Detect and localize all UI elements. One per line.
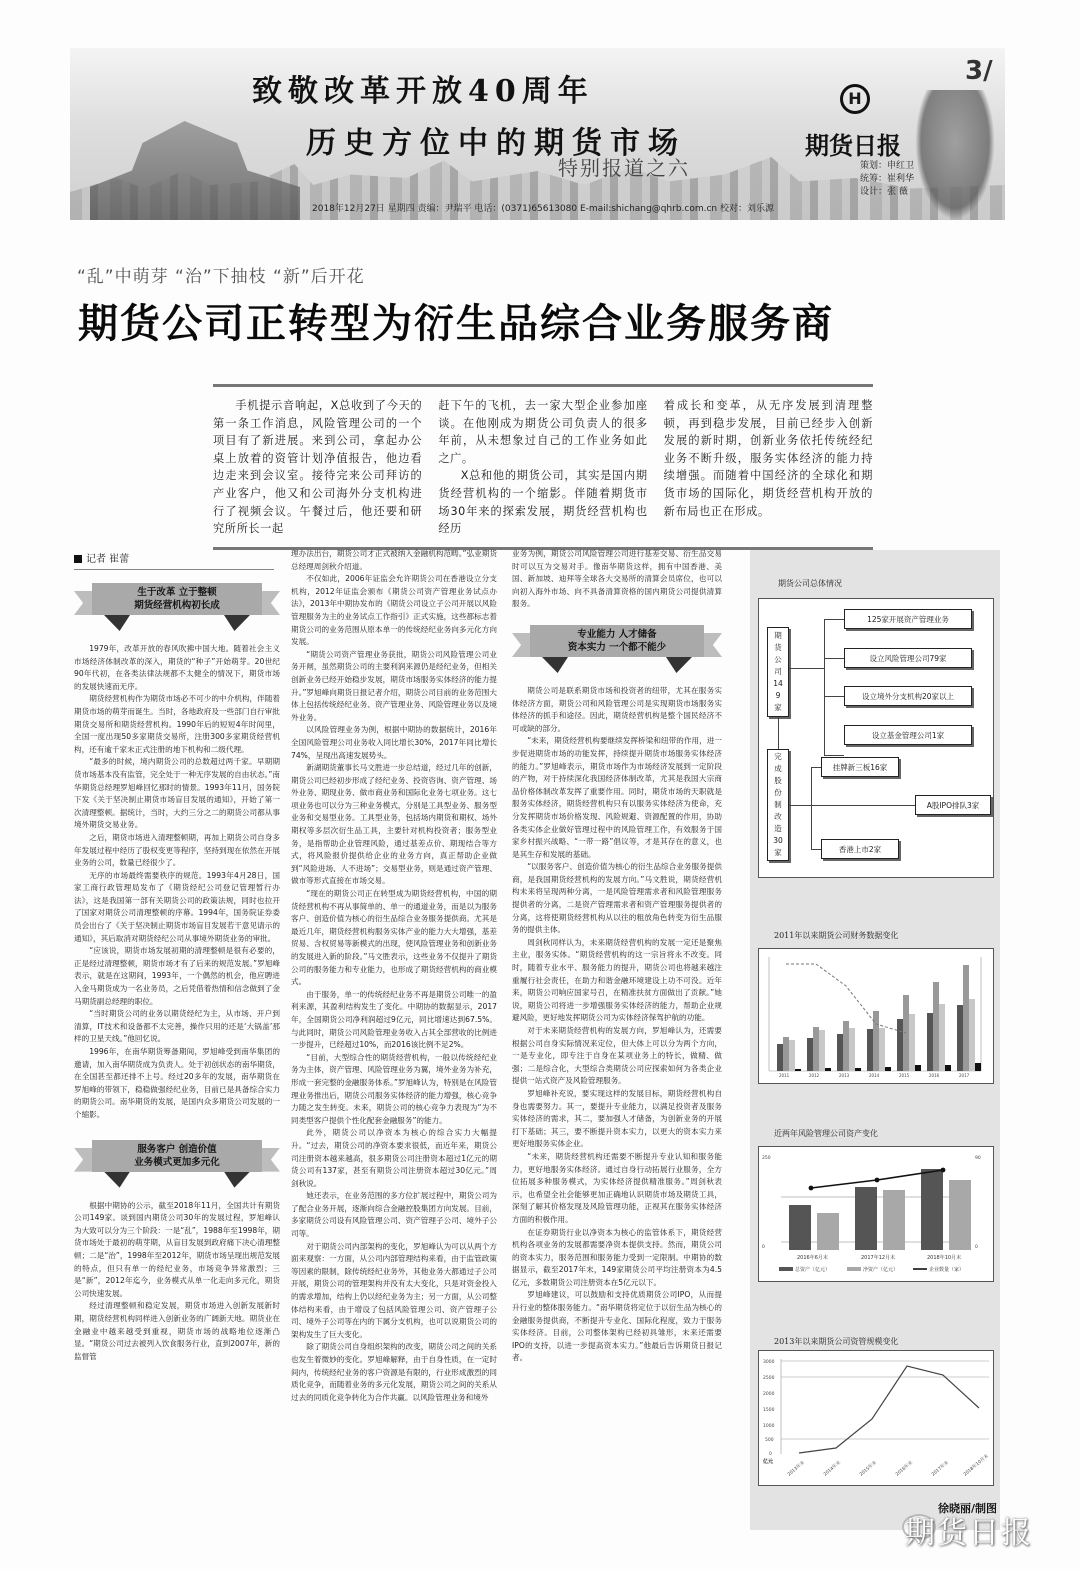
- section-header-line2: 期货经营机构初长成: [134, 600, 220, 611]
- body-paragraph: 1996年，在南华期货筹备期间，罗旭峰受到南华集团的邀请，加入南华期货成为负责人。处于初创状态的南华期货，在全国甚至都还排不上号。经过20多年的发展，南华期货在罗旭峰的带领下，稳稳做强经纪业务，目前已是具备综合实力的期货公司。南华期货的发展，是国内众多期货公司发展的一个缩影。: [74, 1047, 280, 1119]
- svg-text:2000: 2000: [763, 1392, 775, 1397]
- ribbon-band: [92, 583, 262, 615]
- org-root-label: 期货公司149家: [773, 631, 783, 712]
- ribbon-band: [530, 625, 704, 657]
- org-root-futures-companies: [767, 627, 789, 717]
- body-paragraph: “未来，期货经营机构要继续发挥桥梁和纽带的作用，进一步促进期货市场的功能发挥，持续提升期货市场服务实体经济的能力。”罗旭峰表示，期货市场作为市场经济发展到一定阶段的产物，对于持续深化我国经济体制改革，尤其是我国大宗商品价格体制改革发挥了重要作用。同时，期货市场的天职就是服务实体经济，期货经营机构只有以服务实体经济为使命，充分发挥期货市场价格发现、风险规避、资源配置的作用，协助各类实体企业做好管理过程中的风险管理工作，有效服务于国家乡村振兴战略、“一带一路”倡议等，才是其存在的意义，也是其生存和发展的基础。: [512, 736, 722, 859]
- article-lead: [213, 384, 873, 550]
- body-paragraph: 业务为例，期货公司风险管理公司进行基差交易、衍生品交易时可以互为交易对手。像南华期货这样，拥有中国香港、美国、新加坡、迪拜等全球各大交易所的清算会员席位，也可以向初入海外市场、向不具备清算资格的国内期货公司提供清算服务。: [512, 549, 722, 609]
- article-headline: 期货公司正转型为衍生品综合业务服务商: [78, 300, 834, 347]
- body-paragraph: “现在的期货公司正在转型成为期货经营机构，中国的期货经营机构不再从事简单的、单一的通道业务，而是以为服务客户、创造价值为核心的衍生品综合业务服务提供商。尤其是最近几年，期货经营机构服务实体产业的能力大大增强，基差贸易、含权贸易等新模式的出现，使风险管理业务和创新业务的发展进入新的阶段。”马文胜表示，这些业务不仅提升了期货公司的服务能力和专业能力，也形成了期货经营机构的商业模式。: [291, 889, 497, 987]
- lead-paragraph: 赶下午的飞机，去一家大型企业参加座谈。在他刚成为期货公司负责人的很多年前，从未想象过自己的工作业务如此之广。: [438, 399, 648, 465]
- x-tick: 2017年末: [931, 1460, 950, 1478]
- body-paragraph: 1979年，改革开放的春风吹拂中国大地。随着社会主义市场经济体制改革的深入，期货的“种子”开始萌芽。20世纪90年代初，在各类法律法规都不太健全的情况下，期货市场的发展快速而无序。: [74, 644, 280, 691]
- financial-data-chart: [758, 948, 994, 1084]
- connector: [778, 717, 779, 749]
- org-node: 挂牌新三板16家: [821, 757, 899, 777]
- body-paragraph: 对于期货公司内部架构的变化，罗旭峰认为可以从两个方面来观察：一方面，从公司内部管理结构来看，由于监管政策等因素的限制，除传统经纪业务外，其他业务大都通过子公司开展，期货公司的管理架构并没有太大变化，只是对资金投入的需求增加，结构上仍以经纪业务为主；另一方面，从公司整体结构来看，由于增设了包括风险管理公司、资产管理子公司、境外子公司等在内的下属分支机构，也可以说期货公司的架构发生了巨大变化。: [291, 1241, 497, 1339]
- lead-column: [213, 397, 422, 538]
- svg-text:0: 0: [769, 1452, 772, 1457]
- bar-total-assets-2016: [789, 1205, 811, 1250]
- risk-mgmt-bar-line-chart: [759, 1147, 993, 1281]
- svg-text:2015: 2015: [899, 1073, 910, 1078]
- body-paragraph: “期货公司资产管理业务获批，期货公司风险管理公司业务开闸，虽然期货公司的主要利润来源仍是经纪业务，但相关创新业务已经开始稳步发展，期货市场服务实体经济的能力提升。”罗旭峰向期货日报记者介绍，期货公司目前的业务范围大体上包括传统经纪业务、资产管理业务、风险管理业务以及境外业务。: [291, 649, 497, 722]
- body-paragraph: 对于未来期货经营机构的发展方向，罗旭峰认为，还需要根据公司自身实际情况来定位，但大体上可以分为两个方向，一是专业化，即专注于自身在某项业务上的特长，做精、做强；二是综合化，大型综合类期货公司应探索如何为各类企业提供一站式资产及风险管理服务。: [512, 1026, 722, 1086]
- connector: [811, 849, 821, 850]
- body-paragraph: “当时期货公司的业务以期货经纪为主，从市场、开户到清算，IT技术和设备都不太完善，操作只用的还是‘大锅盖’那样的卫星天线。”他回忆说。: [74, 1009, 280, 1044]
- body-paragraph: 之后，期货市场进入清理整顿期，再加上期货公司自身多年发展过程中经历了股权变更等程序，坚持到现在依然在开展业务的公司，数量已经很少了。: [74, 832, 280, 868]
- body-paragraph: “以服务客户、创造价值为核心的衍生品综合业务服务提供商，是我国期货经营机构的发展方向。”马文胜说，期货经营机构未来将呈现两种分离，一是风险管理需求者和风险管理服务提供者的分离，二是资产管理需求者和资产管理服务提供者的分离，这将使期货经营机构从以往的粗放角色转变为衍生品服务的提供主体。: [512, 862, 722, 935]
- body-paragraph: 罗旭峰补充说，要实现这样的发展目标，期货经营机构自身也需要努力。其一，要提升专业能力，以满足投资者及服务实体经济的需求，其二，要加强人才储备，为创新业务的开展打下基础；其三，要不断提升资本实力，以更大的资本实力来更好地服务实体企业。: [512, 1088, 722, 1149]
- body-paragraph: 新湖期货董事长马文胜进一步总结道，经过几年的创新，期货公司已经初步形成了经纪业务、投资咨询、资产管理、场外业务、期现业务、做市商业务和国际化业务七项业务。这七项业务也可以分为三种业务模式，分别是工具型业务、服务型业务和交易型业务。工具型业务，包括场内期货和期权、场外期权等多层次衍生品工具，主要针对机构投资者；服务型业务，是指帮助企业管理风险，通过基差点价、期现结合等方式，将风险报价提供给企业的业务方向，真正帮助企业做到“风险进场、人不进场”；交易型业务，则是通过资产管理、做市等形式直接在市场交易。: [291, 763, 497, 886]
- svg-text:2014: 2014: [869, 1073, 880, 1078]
- body-paragraph: 她还表示，在业务范围的多方位扩展过程中，期货公司为了配合业务开展，逐渐向综合金融控股集团方向发展。目前，多家期货公司设有风险管理公司、资产管理子公司、境外子公司等。: [291, 1191, 497, 1239]
- x-tick: 2018年10月末: [927, 1255, 962, 1261]
- newspaper-name: 期货日报: [805, 131, 901, 160]
- figures-sidebar: [750, 550, 1000, 1530]
- lead-paragraph: X总和他的期货公司，其实是国内期货经营机构的一个缩影。伴随着期货市场30年来的探索发展，期货经营机构也经历: [438, 469, 648, 536]
- connector: [824, 658, 844, 659]
- body-paragraph: 此外，期货公司以净资本为核心的综合实力大幅提升。“过去，期货公司的净资本要求很低，而近年来，期货公司注册资本越来越高，很多期货公司注册资本超过1亿元的期货公司有137家，甚至有期货公司注册资本超过30亿元。”周剑秋说。: [291, 1128, 497, 1188]
- bar-net-assets-2016: [817, 1213, 839, 1250]
- tiananmen-illustration: [90, 110, 300, 220]
- ribbon-fold-right: [666, 657, 692, 673]
- figure-credit: 徐晓丽/制图: [938, 1502, 998, 1515]
- body-paragraph: “应该说，期货市场发展初期的清理整顿是很有必要的，正是经过清理整顿，期货市场才有了后来的规范发展。”罗旭峰表示，就是在这期间，1993年，一个偶然的机会，他应聘进入金马期货成为一名业务员，之后凭借着热情和信念做到了金马期货副总经理的职位。: [74, 946, 280, 1006]
- org-node: 香港上市2家: [821, 839, 899, 859]
- body-paragraph: “最多的时候，境内期货公司的总数超过两千家。早期期货市场基本没有监管，完全处于一种无序发展的自由状态。”南华期货总经理罗旭峰回忆那时的情景。1993年11月，国务院下发《关于坚决制止期货市场盲目发展的通知》，开始了第一次清理整顿。据统计，当时，大约三分之二的期货公司都从事境外期货交易业务。: [74, 757, 280, 830]
- svg-text:2012: 2012: [809, 1073, 820, 1078]
- bar-group-2013: [837, 1021, 861, 1071]
- bar-group-2016: [927, 982, 951, 1071]
- masthead-credits: [860, 160, 914, 199]
- ribbon-fold-left: [542, 657, 568, 673]
- risk-mgmt-assets-chart: [758, 1146, 994, 1282]
- x-tick: 2015年末: [859, 1460, 878, 1478]
- lead-paragraph: 着成长和变革，从无序发展到清理整顿，再到稳步发展，目前已经步入创新发展的新时期，创新业务依托传统经纪业务不断升级，服务实体经济的能力持续增强。而随着中国经济的全球化和期货市场的国际化，期货经营机构开放的新布局也正在形成。: [663, 399, 873, 518]
- x-tick: 2013年末: [787, 1460, 806, 1478]
- org-node: A股IPO排队3家: [915, 795, 991, 815]
- svg-text:250: 250: [762, 1156, 771, 1161]
- org-node: 设立风险管理公司79家: [844, 648, 972, 668]
- connector: [824, 619, 825, 755]
- legend-label: 总资产（亿元）: [795, 1267, 831, 1273]
- body-paragraph: 期货公司是联系期货市场和投资者的纽带，尤其在服务实体经济方面，期货公司和风险管理公司是实现期货市场服务实体经济的抓手和途径。因此，期货经营机构是整个国民经济不可或缺的部分。: [512, 685, 722, 733]
- org-chart: [758, 598, 994, 878]
- svg-text:500: 500: [765, 1438, 774, 1443]
- masthead-subtitle: 特别报道之六: [558, 156, 690, 180]
- byline-text: 记者 崔蕾: [86, 554, 130, 565]
- masthead-title-line1: 致敬改革开放40周年: [252, 74, 594, 109]
- credit-designer: 设计：张 薇: [860, 187, 908, 197]
- body-paragraph: 理办法出台，期货公司才正式被纳入金融机构范畴。”弘业期货总经理周剑秋介绍道。: [291, 549, 497, 571]
- org-root-shareholding-reform: [767, 749, 789, 861]
- connector: [824, 619, 844, 620]
- y-axis-label: 亿元: [763, 1459, 774, 1465]
- x-tick: 2017年12月末: [861, 1255, 896, 1261]
- svg-text:3000: 3000: [763, 1360, 775, 1365]
- bar-group-2012: [807, 1027, 831, 1071]
- ribbon-fold-right: [224, 615, 250, 631]
- watermark: 期货日报: [905, 1516, 1033, 1551]
- ribbon-band: [92, 1140, 262, 1172]
- masthead-title-line2: 历史方位中的期货市场: [306, 126, 686, 161]
- ribbon-fold-right: [224, 1172, 250, 1188]
- x-tick: 2014年末: [823, 1460, 842, 1478]
- bar-group-2017: [957, 965, 981, 1071]
- section-header-line2: 业务模式更加多元化: [134, 1156, 220, 1168]
- x-tick: 2011: [779, 1073, 790, 1078]
- connector: [811, 767, 812, 849]
- body-paragraph: 经过清理整顿和稳定发展，期货市场进入创新发展新时期，期货经营机构同样进入创新业务的广阔新天地。期货业在金融业中越来越受到重视，期货市场的战略地位逐渐凸显。“期货公司过去被列入饮食服务行业，直到2007年，新的监督管: [74, 1301, 280, 1361]
- body-paragraph: 以风险管理业务为例，根据中期协的数据统计，2016年全国风险管理公司业务收入同比增长30%，2017年同比增长74%，呈现出高速发展势头。: [291, 725, 497, 760]
- bar-net-assets-2017: [883, 1190, 905, 1250]
- bar-total-assets-2017: [855, 1187, 877, 1250]
- svg-text:1000: 1000: [763, 1424, 775, 1429]
- body-paragraph: 罗旭峰建议，可以鼓励和支持优质期货公司IPO，从而提升行业的整体服务能力。“南华期货将定位于以衍生品为核心的金融服务提供商，不断提升专业化、国际化程度，致力于服务实体经济。目前，公司整体架构已经初具雏形，未来还需要IPO的支持，以进一步提高资本实力。”他最后告诉期货日报记者。: [512, 1290, 722, 1363]
- body-paragraph: 期货经营机构作为期货市场必不可少的中介机构，伴随着期货市场的萌芽而诞生。当时，各地政府及一些部门自行审批期货交易所和期货经营机构。1990年后的短短4年时间里，全国一度出现50多家期货交易所，注册300多家期货经营机构，还有逾千家未正式注册的地下机构和二级代理。: [74, 694, 280, 754]
- section-header-ribbon: [512, 625, 722, 675]
- legend-label: 净资产（亿元）: [863, 1267, 899, 1273]
- newspaper-logo-icon: H: [840, 84, 870, 114]
- svg-text:90: 90: [975, 1156, 981, 1161]
- svg-text:1500: 1500: [763, 1408, 775, 1413]
- masthead-banner: [70, 48, 1005, 220]
- body-paragraph: 根据中期协的公示，截至2018年11月，全国共计有期货公司149家。谈到国内期货公司30年的发展过程，罗旭峰认为大致可以分为三个阶段：一是“乱”，1988年至1998年，期货市场处于最初的萌芽期，从盲目发展到政府痛下决心清理整顿；二是“治”，1998年至2012年，期货市场呈现出规范发展的特点，但只有单一的经纪业务，市场竞争异常激烈；三是“新”，2012年迄今，业务模式从单一化走向多元化，期货公司快速发展。: [74, 1200, 280, 1298]
- body-paragraph: 除了期货公司自身组织架构的改变，期货公司之间的关系也发生着微妙的变化。罗旭峰解释，由于自身性质，在一定时间内，传统经纪业务的客户资源是有限的，行业形成激烈的同质化竞争，而随着业务的多元化发展，期货公司之间的关系从过去的同质化竞争转化为合作共赢。以风险管理业务和境外: [291, 1342, 497, 1402]
- bar-group-2014: [867, 1011, 891, 1071]
- lead-column: [438, 397, 647, 538]
- credit-planner: 策划：申红卫: [860, 161, 915, 171]
- bar-group-2015: [897, 995, 921, 1071]
- issue-info-line: 2018年12月27日 星期四 责编：尹瑞平 电话：(0371)65613080 E-mail:shichang@qhrb.com.cn 校对：刘乐源: [312, 204, 775, 214]
- chart-title: 2013年以来期货公司资管规模变化: [774, 1337, 899, 1346]
- bar-total-assets-2018: [921, 1169, 943, 1250]
- body-paragraph: 周剑秋同样认为，未来期货经营机构的发展一定还是聚焦主业，服务实体。“期货经营机构的这一宗旨将永不改变。同时，随着专业水平、服务能力的提升，期货公司也将越来越注重履行社会责任，在助力和谐金融环境建设上功不可没。近年来，期货公司响应国家号召，在精准扶贫方面做出了贡献。”她说，期货公司将进一步增强服务实体经济的能力，帮助企业规避风险，更好地发挥期货公司为实体经济保驾护航的功能。: [512, 937, 722, 1023]
- connector: [824, 696, 844, 697]
- stone-lion-illustration: [915, 90, 995, 220]
- legend-label: 企业数量（家）: [929, 1267, 965, 1273]
- x-tick: 2016年末: [895, 1460, 914, 1478]
- body-paragraph: “目前，大型综合性的期货经营机构，一般以传统经纪业务为主体，资产管理、风险管理业务为翼，境外业务为补充，形成一套完整的金融服务体系。”罗旭峰认为，特别是在风险管理业务推出后，期货公司服务实体经济的能力增强，核心竞争力随之发生转变。未来，期货公司的核心竞争力表现为“为不同类型客户提供个性化配套金融服务”的能力。: [291, 1052, 497, 1125]
- connector: [789, 668, 824, 669]
- article-kicker: “乱”中萌芽 “治”下抽枝 “新”后开花: [77, 267, 365, 287]
- body-paragraph: 不仅如此，2006年证监会允许期货公司在香港设立分支机构，2012年证监会颁布《期货公司资产管理业务试点办法》，2013年中期协发布的《期货公司设立子公司开展以风险管理服务为主的业务试点工作指引》正式实施，这些都标志着期货公司的业务范围从原本单一的传统经纪业务向多元化方向发展。: [291, 574, 497, 647]
- connector: [824, 755, 844, 756]
- section-header-line2: 资本实力 一个都不能少: [567, 641, 667, 653]
- financial-bar-chart: [759, 949, 993, 1083]
- x-tick: 2018年10月末: [963, 1453, 990, 1478]
- ribbon-fold-left: [104, 615, 130, 631]
- svg-text:0: 0: [762, 1245, 765, 1250]
- bar-net-assets-2018: [949, 1180, 971, 1250]
- body-column-2: [291, 548, 497, 1558]
- section-header-ribbon: [74, 583, 280, 633]
- chart-title: 近两年风险管理公司资产变化: [774, 1129, 878, 1138]
- lead-column: [664, 397, 873, 538]
- body-paragraph: 无序的市场最终需要秩序的规范。1993年4月28日，国家工商行政管理局发布了《期货经纪公司登记管理暂行办法》，这是我国第一部有关期货公司的政策法规，同时也拉开了国家对期货公司清理整顿的序幕。1994年，国务院证券委员会出台了《关于坚决制止期货市场盲目发展若干意见请示的通知》，其后取消对期货经纪公司从事境外期货业务的审批。: [74, 870, 280, 943]
- svg-text:2016: 2016: [929, 1073, 940, 1078]
- asset-mgmt-line-chart: [759, 1351, 993, 1485]
- svg-text:2500: 2500: [763, 1376, 775, 1381]
- square-bullet-icon: [74, 555, 82, 563]
- chart-legend: [779, 1266, 964, 1273]
- body-column-1: [74, 575, 280, 1555]
- section-header-line1: 专业能力 人才储备: [577, 628, 657, 640]
- ribbon-fold-left: [104, 1172, 130, 1188]
- asset-mgmt-scale-chart: [758, 1350, 994, 1486]
- org-root-label: 完成股份制改造30家: [773, 752, 783, 857]
- body-column-3: [512, 548, 722, 1548]
- svg-text:2013: 2013: [839, 1073, 850, 1078]
- body-paragraph: 在证券期货行业以净资本为核心的监管体系下，期货经营机构各项业务的发展都需要净资本提供支持。然而，期货公司的资本实力，服务范围和服务能力受到一定限制。中期协的数据显示，截至2017年末，149家期货公司平均注册资本为4.5亿元，多数期货公司注册资本在5亿元以下。: [512, 1227, 722, 1287]
- section-header-ribbon: [74, 1140, 280, 1190]
- body-paragraph: 由于服务，单一的传统经纪业务不再是期货公司唯一的盈利来源，其盈利结构发生了变化。中期协的数据显示，2017年，全国期货公司净利润超过9亿元，同比增速达到67.5%。与此同时，期货公司风险管理业务收入占其全部营收的比例进一步提升，已经超过10%，而2016该比例不足2%。: [291, 989, 497, 1050]
- section-header-line1: 服务客户 创造价值: [137, 1143, 217, 1155]
- section-header-line1: 生于改革 立于整顿: [137, 587, 217, 598]
- org-node: 设立基金管理公司1家: [844, 725, 972, 745]
- org-node: 125家开展资产管理业务: [844, 609, 972, 629]
- org-chart-title: 期货公司总体情况: [778, 579, 842, 588]
- lead-paragraph: 手机提示音响起，X总收到了今天的第一条工作消息，风险管理公司的一个项目有了新进展。来到公司，拿起办公桌上放着的资管计划净值报告，他边看边走来到会议室。接待完来公司拜访的产业客户，他又和公司海外分支机构进行了视频会议。午餐过后，他还要和研究所所长一起: [213, 399, 423, 536]
- credit-coordinator: 统筹：崔利华: [860, 174, 915, 184]
- svg-text:2017: 2017: [959, 1073, 970, 1078]
- svg-text:0: 0: [975, 1245, 978, 1250]
- chart-title: 2011年以来期货公司财务数据变化: [774, 931, 899, 940]
- page-number: 3/: [965, 56, 993, 86]
- connector: [811, 767, 821, 768]
- org-node: 设立境外分支机构20家以上: [844, 686, 972, 706]
- bar-group-2011: [777, 1037, 801, 1071]
- byline: [74, 550, 274, 570]
- x-tick: 2016年6月末: [797, 1255, 828, 1261]
- body-paragraph: “未来，期货经营机构还需要不断提升专业认知和服务能力，更好地服务实体经济。通过自身行动拓展行业服务，全方位拓展多种服务模式，为实体经济提供精准服务。”周剑秋表示，也希望全社会能够更加正确地认识期货市场及期货工具，深刻了解其价格发现及风险管理功能，正视其在服务实体经济方面的积极作用。: [512, 1151, 722, 1224]
